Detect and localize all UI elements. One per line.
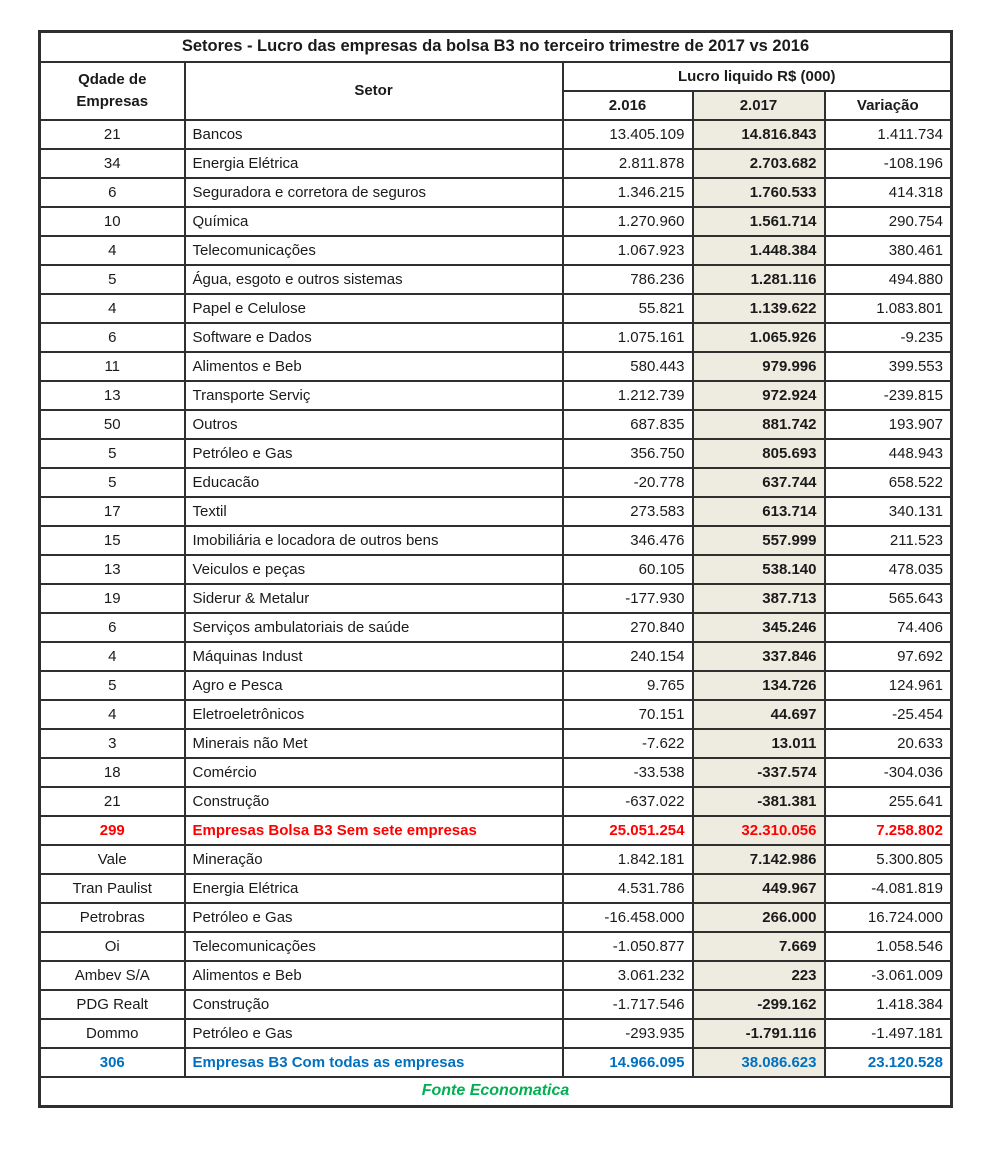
value-2017-cell: 7.669 bbox=[693, 932, 825, 961]
sector-cell: Seguradora e corretora de seguros bbox=[185, 178, 563, 207]
value-2017-cell: 979.996 bbox=[693, 352, 825, 381]
variation-cell: 414.318 bbox=[825, 178, 952, 207]
table-row bbox=[40, 613, 952, 642]
value-2017-cell: 805.693 bbox=[693, 439, 825, 468]
qty-cell: 13 bbox=[40, 381, 185, 410]
value-2017-cell: 1.281.116 bbox=[693, 265, 825, 294]
variation-cell: 23.120.528 bbox=[825, 1048, 952, 1077]
table-row bbox=[40, 410, 952, 439]
qty-cell: 4 bbox=[40, 642, 185, 671]
sector-cell: Imobiliária e locadora de outros bens bbox=[185, 526, 563, 555]
value-2017-cell: 223 bbox=[693, 961, 825, 990]
qty-cell: 10 bbox=[40, 207, 185, 236]
sector-cell: Eletroeletrônicos bbox=[185, 700, 563, 729]
table-row bbox=[40, 294, 952, 323]
table-footer bbox=[40, 1077, 952, 1107]
qty-cell: 4 bbox=[40, 700, 185, 729]
value-2017-cell: -337.574 bbox=[693, 758, 825, 787]
value-2017-cell: 449.967 bbox=[693, 874, 825, 903]
value-2017-cell: 1.139.622 bbox=[693, 294, 825, 323]
data-table bbox=[38, 30, 953, 1108]
value-2017-cell: 345.246 bbox=[693, 613, 825, 642]
sector-cell: Mineração bbox=[185, 845, 563, 874]
variation-cell: 290.754 bbox=[825, 207, 952, 236]
value-2017-cell: 1.448.384 bbox=[693, 236, 825, 265]
variation-cell: 5.300.805 bbox=[825, 845, 952, 874]
value-2016-cell: 4.531.786 bbox=[563, 874, 693, 903]
table-row bbox=[40, 120, 952, 149]
sector-cell: Siderur & Metalur bbox=[185, 584, 563, 613]
variation-cell: 340.131 bbox=[825, 497, 952, 526]
column-header-sector: Setor bbox=[185, 62, 563, 120]
variation-cell: 380.461 bbox=[825, 236, 952, 265]
value-2017-cell: 13.011 bbox=[693, 729, 825, 758]
sector-cell: Energia Elétrica bbox=[185, 874, 563, 903]
value-2017-cell: -1.791.116 bbox=[693, 1019, 825, 1048]
value-2016-cell: -16.458.000 bbox=[563, 903, 693, 932]
value-2016-cell: 273.583 bbox=[563, 497, 693, 526]
sector-cell: Petróleo e Gas bbox=[185, 903, 563, 932]
sector-cell: Alimentos e Beb bbox=[185, 352, 563, 381]
column-header-variation: Variação bbox=[825, 91, 952, 120]
table-row bbox=[40, 816, 952, 845]
sector-cell: Software e Dados bbox=[185, 323, 563, 352]
table-row bbox=[40, 903, 952, 932]
qty-cell: Oi bbox=[40, 932, 185, 961]
value-2017-cell: 2.703.682 bbox=[693, 149, 825, 178]
value-2017-cell: 972.924 bbox=[693, 381, 825, 410]
table-row bbox=[40, 526, 952, 555]
table-row bbox=[40, 497, 952, 526]
value-2017-cell: 266.000 bbox=[693, 903, 825, 932]
value-2016-cell: 13.405.109 bbox=[563, 120, 693, 149]
qty-cell: 4 bbox=[40, 294, 185, 323]
variation-cell: 20.633 bbox=[825, 729, 952, 758]
value-2017-cell: 538.140 bbox=[693, 555, 825, 584]
value-2016-cell: 356.750 bbox=[563, 439, 693, 468]
value-2017-cell: 637.744 bbox=[693, 468, 825, 497]
variation-cell: 565.643 bbox=[825, 584, 952, 613]
value-2016-cell: 9.765 bbox=[563, 671, 693, 700]
qty-cell: 5 bbox=[40, 671, 185, 700]
value-2016-cell: 580.443 bbox=[563, 352, 693, 381]
value-2017-cell: 613.714 bbox=[693, 497, 825, 526]
qty-cell: 5 bbox=[40, 468, 185, 497]
qty-cell: 5 bbox=[40, 265, 185, 294]
sector-cell: Água, esgoto e outros sistemas bbox=[185, 265, 563, 294]
value-2016-cell: 25.051.254 bbox=[563, 816, 693, 845]
sector-cell: Petróleo e Gas bbox=[185, 439, 563, 468]
variation-cell: -1.497.181 bbox=[825, 1019, 952, 1048]
sector-cell: Energia Elétrica bbox=[185, 149, 563, 178]
sector-cell: Alimentos e Beb bbox=[185, 961, 563, 990]
value-2017-cell: 1.561.714 bbox=[693, 207, 825, 236]
sector-cell: Educacão bbox=[185, 468, 563, 497]
value-2016-cell: -637.022 bbox=[563, 787, 693, 816]
value-2016-cell: 346.476 bbox=[563, 526, 693, 555]
column-group-header-net-profit: Lucro liquido R$ (000) bbox=[563, 62, 952, 91]
value-2016-cell: 1.212.739 bbox=[563, 381, 693, 410]
value-2016-cell: 687.835 bbox=[563, 410, 693, 439]
value-2016-cell: -33.538 bbox=[563, 758, 693, 787]
value-2016-cell: 3.061.232 bbox=[563, 961, 693, 990]
sector-cell: Textil bbox=[185, 497, 563, 526]
variation-cell: 448.943 bbox=[825, 439, 952, 468]
qty-cell: 5 bbox=[40, 439, 185, 468]
qty-cell: 3 bbox=[40, 729, 185, 758]
value-2016-cell: 1.346.215 bbox=[563, 178, 693, 207]
qty-cell: Tran Paulist bbox=[40, 874, 185, 903]
value-2016-cell: -1.050.877 bbox=[563, 932, 693, 961]
table-row bbox=[40, 178, 952, 207]
qty-cell: 19 bbox=[40, 584, 185, 613]
qty-cell: 6 bbox=[40, 613, 185, 642]
sector-cell: Serviços ambulatoriais de saúde bbox=[185, 613, 563, 642]
value-2016-cell: 55.821 bbox=[563, 294, 693, 323]
sector-cell: Papel e Celulose bbox=[185, 294, 563, 323]
column-header-qty bbox=[40, 62, 185, 120]
qty-cell: 50 bbox=[40, 410, 185, 439]
variation-cell: 255.641 bbox=[825, 787, 952, 816]
value-2017-cell: 44.697 bbox=[693, 700, 825, 729]
table-row bbox=[40, 961, 952, 990]
value-2017-cell: 881.742 bbox=[693, 410, 825, 439]
sector-cell: Telecomunicações bbox=[185, 932, 563, 961]
sector-cell: Comércio bbox=[185, 758, 563, 787]
table-row bbox=[40, 845, 952, 874]
variation-cell: 494.880 bbox=[825, 265, 952, 294]
table-row bbox=[40, 1019, 952, 1048]
variation-cell: 658.522 bbox=[825, 468, 952, 497]
qty-cell: 6 bbox=[40, 178, 185, 207]
qty-cell: 21 bbox=[40, 787, 185, 816]
qty-cell: 299 bbox=[40, 816, 185, 845]
variation-cell: -9.235 bbox=[825, 323, 952, 352]
value-2016-cell: 70.151 bbox=[563, 700, 693, 729]
sector-cell: Máquinas Indust bbox=[185, 642, 563, 671]
value-2017-cell: -299.162 bbox=[693, 990, 825, 1019]
qty-cell: Vale bbox=[40, 845, 185, 874]
variation-cell: 16.724.000 bbox=[825, 903, 952, 932]
column-header-2016: 2.016 bbox=[563, 91, 693, 120]
table-body bbox=[40, 120, 952, 1077]
table-row bbox=[40, 787, 952, 816]
value-2016-cell: 786.236 bbox=[563, 265, 693, 294]
qty-cell: 17 bbox=[40, 497, 185, 526]
table-row bbox=[40, 323, 952, 352]
value-2017-cell: 32.310.056 bbox=[693, 816, 825, 845]
variation-cell: 74.406 bbox=[825, 613, 952, 642]
qty-cell: 34 bbox=[40, 149, 185, 178]
qty-cell: 11 bbox=[40, 352, 185, 381]
value-2017-cell: -381.381 bbox=[693, 787, 825, 816]
table-row bbox=[40, 642, 952, 671]
sector-cell: Construção bbox=[185, 990, 563, 1019]
qty-cell: 6 bbox=[40, 323, 185, 352]
qty-cell: Ambev S/A bbox=[40, 961, 185, 990]
column-header-qty-line1: Qdade de bbox=[78, 70, 147, 88]
table-row bbox=[40, 468, 952, 497]
value-2017-cell: 134.726 bbox=[693, 671, 825, 700]
qty-cell: Dommo bbox=[40, 1019, 185, 1048]
sector-cell: Bancos bbox=[185, 120, 563, 149]
value-2017-cell: 557.999 bbox=[693, 526, 825, 555]
variation-cell: 124.961 bbox=[825, 671, 952, 700]
table-row bbox=[40, 265, 952, 294]
table-row bbox=[40, 671, 952, 700]
variation-cell: -4.081.819 bbox=[825, 874, 952, 903]
qty-cell: 13 bbox=[40, 555, 185, 584]
table-row bbox=[40, 439, 952, 468]
table-header bbox=[40, 32, 952, 120]
table-row bbox=[40, 1048, 952, 1077]
value-2017-cell: 337.846 bbox=[693, 642, 825, 671]
value-2017-cell: 38.086.623 bbox=[693, 1048, 825, 1077]
value-2017-cell: 14.816.843 bbox=[693, 120, 825, 149]
sector-cell: Minerais não Met bbox=[185, 729, 563, 758]
variation-cell: 478.035 bbox=[825, 555, 952, 584]
value-2016-cell: -1.717.546 bbox=[563, 990, 693, 1019]
variation-cell: -3.061.009 bbox=[825, 961, 952, 990]
qty-cell: 4 bbox=[40, 236, 185, 265]
value-2016-cell: -177.930 bbox=[563, 584, 693, 613]
variation-cell: 1.058.546 bbox=[825, 932, 952, 961]
variation-cell: 7.258.802 bbox=[825, 816, 952, 845]
variation-cell: 1.411.734 bbox=[825, 120, 952, 149]
qty-cell: 306 bbox=[40, 1048, 185, 1077]
value-2016-cell: 240.154 bbox=[563, 642, 693, 671]
table-row bbox=[40, 555, 952, 584]
qty-cell: 18 bbox=[40, 758, 185, 787]
sector-cell: Química bbox=[185, 207, 563, 236]
value-2016-cell: 1.270.960 bbox=[563, 207, 693, 236]
table-row bbox=[40, 932, 952, 961]
column-header-2017: 2.017 bbox=[693, 91, 825, 120]
value-2016-cell: 270.840 bbox=[563, 613, 693, 642]
value-2017-cell: 1.065.926 bbox=[693, 323, 825, 352]
value-2016-cell: 2.811.878 bbox=[563, 149, 693, 178]
variation-cell: 193.907 bbox=[825, 410, 952, 439]
variation-cell: 211.523 bbox=[825, 526, 952, 555]
qty-cell: 15 bbox=[40, 526, 185, 555]
table-row bbox=[40, 874, 952, 903]
variation-cell: -239.815 bbox=[825, 381, 952, 410]
table-row bbox=[40, 352, 952, 381]
table-row bbox=[40, 700, 952, 729]
table-title: Setores - Lucro das empresas da bolsa B3 no terceiro trimestre de 2017 vs 2016 bbox=[40, 32, 952, 62]
qty-cell: 21 bbox=[40, 120, 185, 149]
variation-cell: 1.418.384 bbox=[825, 990, 952, 1019]
sector-cell: Telecomunicações bbox=[185, 236, 563, 265]
sector-profits-table bbox=[38, 30, 950, 1108]
value-2016-cell: 60.105 bbox=[563, 555, 693, 584]
value-2017-cell: 1.760.533 bbox=[693, 178, 825, 207]
table-row bbox=[40, 990, 952, 1019]
sector-cell: Construção bbox=[185, 787, 563, 816]
variation-cell: -108.196 bbox=[825, 149, 952, 178]
table-row bbox=[40, 584, 952, 613]
value-2016-cell: 14.966.095 bbox=[563, 1048, 693, 1077]
column-header-qty-line2: Empresas bbox=[76, 92, 149, 110]
value-2016-cell: 1.067.923 bbox=[563, 236, 693, 265]
value-2016-cell: -293.935 bbox=[563, 1019, 693, 1048]
table-row bbox=[40, 758, 952, 787]
value-2016-cell: 1.075.161 bbox=[563, 323, 693, 352]
table-row bbox=[40, 149, 952, 178]
sector-cell: Agro e Pesca bbox=[185, 671, 563, 700]
sector-cell: Empresas B3 Com todas as empresas bbox=[185, 1048, 563, 1077]
variation-cell: 1.083.801 bbox=[825, 294, 952, 323]
value-2017-cell: 387.713 bbox=[693, 584, 825, 613]
qty-cell: PDG Realt bbox=[40, 990, 185, 1019]
variation-cell: -25.454 bbox=[825, 700, 952, 729]
variation-cell: -304.036 bbox=[825, 758, 952, 787]
variation-cell: 399.553 bbox=[825, 352, 952, 381]
sector-cell: Empresas Bolsa B3 Sem sete empresas bbox=[185, 816, 563, 845]
sector-cell: Transporte Serviç bbox=[185, 381, 563, 410]
value-2016-cell: 1.842.181 bbox=[563, 845, 693, 874]
variation-cell: 97.692 bbox=[825, 642, 952, 671]
value-2016-cell: -20.778 bbox=[563, 468, 693, 497]
sector-cell: Petróleo e Gas bbox=[185, 1019, 563, 1048]
table-row bbox=[40, 381, 952, 410]
table-row bbox=[40, 729, 952, 758]
qty-cell: Petrobras bbox=[40, 903, 185, 932]
table-row bbox=[40, 236, 952, 265]
value-2016-cell: -7.622 bbox=[563, 729, 693, 758]
source-note: Fonte Economatica bbox=[40, 1077, 952, 1107]
value-2017-cell: 7.142.986 bbox=[693, 845, 825, 874]
sector-cell: Outros bbox=[185, 410, 563, 439]
table-row bbox=[40, 207, 952, 236]
sector-cell: Veiculos e peças bbox=[185, 555, 563, 584]
